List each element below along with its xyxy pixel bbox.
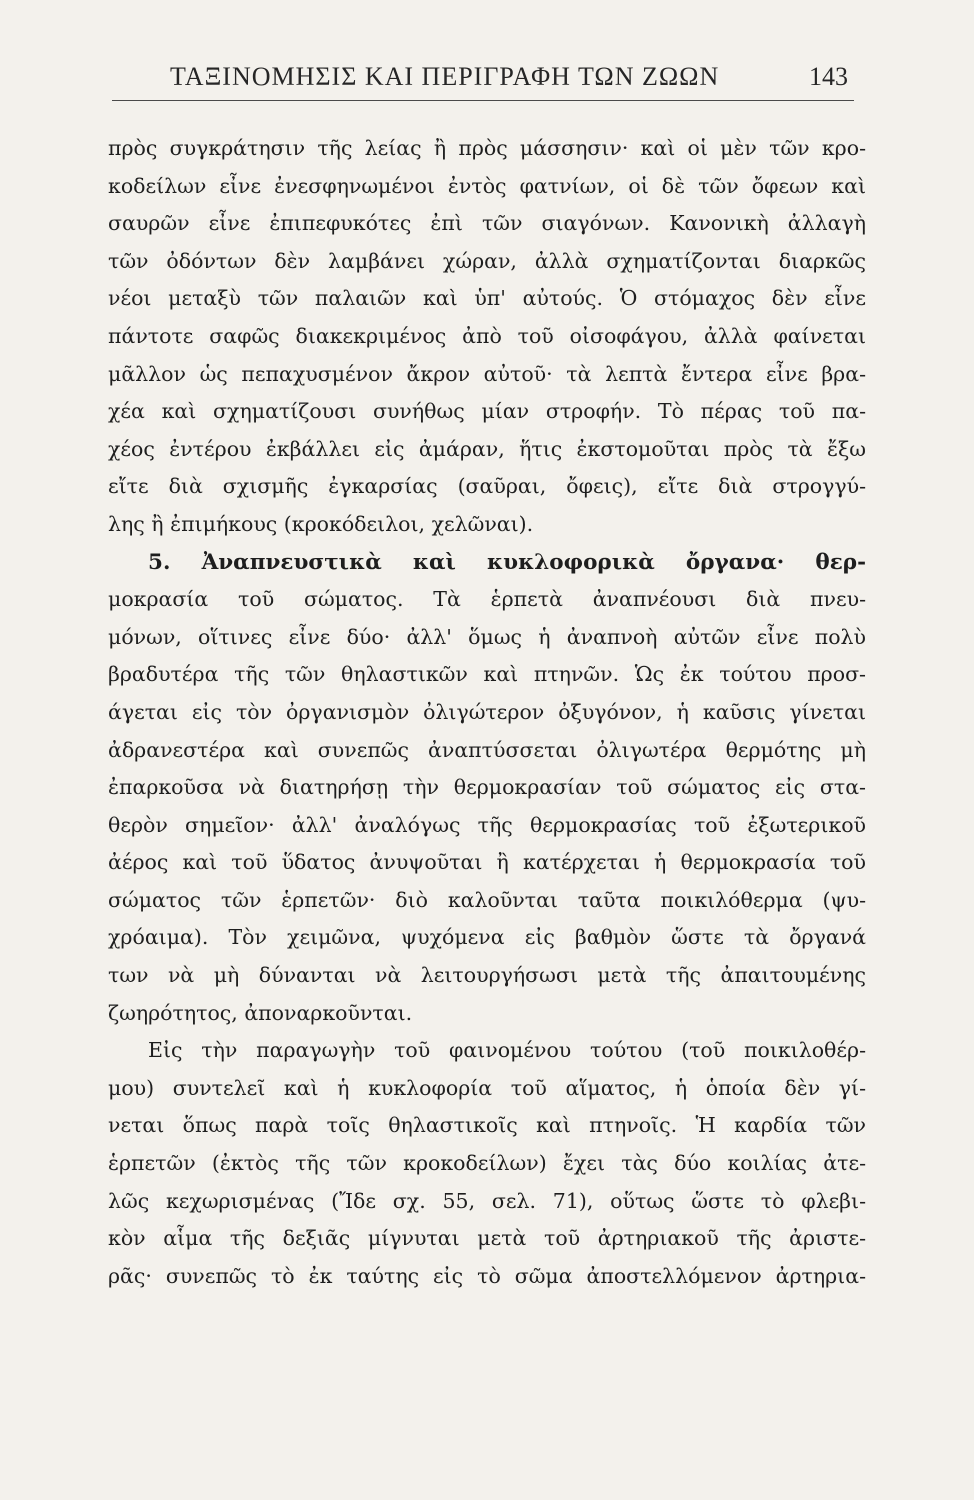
text-line: θερὸν σημεῖον· ἀλλ' ἀναλόγως τῆς θερμοκρασίας τοῦ ἐξωτερικοῦ bbox=[108, 812, 866, 837]
text-line: βραδυτέρα τῆς τῶν θηλαστικῶν καὶ πτηνῶν. Ὡς ἐκ τούτου προσ- bbox=[108, 662, 866, 687]
text-line: μου) συντελεῖ καὶ ἡ κυκλοφορία τοῦ αἵματος, ἡ ὁποία δὲν γί- bbox=[108, 1075, 866, 1100]
text-line: ἑρπετῶν (ἐκτὸς τῆς τῶν κροκοδείλων) ἔχει τὰς δύο κοιλίας ἀτε- bbox=[108, 1151, 866, 1176]
page-number: 143 bbox=[809, 62, 848, 91]
text-line: ἀδρανεστέρα καὶ συνεπῶς ἀναπτύσσεται ὀλιγωτέρα θερμότης μὴ bbox=[108, 737, 866, 762]
text-line: ρᾶς· συνεπῶς τὸ ἐκ ταύτης εἰς τὸ σῶμα ἀποστελλόμενον ἀρτηρια- bbox=[108, 1263, 866, 1288]
text-line: νεται ὅπως παρὰ τοῖς θηλαστικοῖς καὶ πτηνοῖς. Ἡ καρδία τῶν bbox=[108, 1113, 866, 1138]
text-line: χέα καὶ σχηματίζουσι συνήθως μίαν στροφήν. Τὸ πέρας τοῦ πα- bbox=[108, 399, 866, 424]
running-title: ΤΑΞΙΝΟΜΗΣΙΣ ΚΑΙ ΠΕΡΙΓΡΑΦΗ ΤΩΝ ΖΩΩΝ bbox=[170, 62, 720, 91]
text-line: σαυρῶν εἶνε ἐπιπεφυκότες ἐπὶ τῶν σιαγόνων. Κανονικὴ ἀλλαγὴ bbox=[108, 211, 866, 236]
text-line: των νὰ μὴ δύνανται νὰ λειτουργήσωσι μετὰ τῆς ἀπαιτουμένης bbox=[108, 963, 866, 988]
text-line: τῶν ὀδόντων δὲν λαμβάνει χώραν, ἀλλὰ σχηματίζονται διαρκῶς bbox=[108, 248, 866, 273]
text-line: εἴτε διὰ σχισμῆς ἐγκαρσίας (σαῦραι, ὄφεις), εἴτε διὰ στρογγύ- bbox=[108, 474, 866, 499]
page-header bbox=[170, 62, 850, 98]
body-text bbox=[108, 130, 866, 1295]
text-line: ἐπαρκοῦσα νὰ διατηρήσῃ τὴν θερμοκρασίαν τοῦ σώματος εἰς στα- bbox=[108, 775, 866, 800]
section-heading-continuation: μοκρασία τοῦ σώματος. Τὰ ἑρπετὰ ἀναπνέουσι διὰ πνευ- bbox=[108, 587, 866, 612]
text-line: λης ἢ ἐπιμήκους (κροκόδειλοι, χελῶναι). bbox=[108, 511, 534, 536]
header-rule bbox=[112, 100, 854, 101]
text-line: πρὸς συγκράτησιν τῆς λείας ἢ πρὸς μάσσησιν· καὶ οἱ μὲν τῶν κρο- bbox=[108, 136, 866, 160]
text-line: σώματος τῶν ἑρπετῶν· διὸ καλοῦνται ταῦτα ποικιλόθερμα (ψυ- bbox=[108, 887, 866, 912]
section-heading-line: 5. Ἀναπνευστικὰ καὶ κυκλοφορικὰ ὄργανα· θερ- bbox=[148, 549, 866, 575]
text-line: χέος ἐντέρου ἐκβάλλει εἰς ἀμάραν, ἥτις ἐκστομοῦται πρὸς τὰ ἔξω bbox=[108, 436, 866, 461]
text-line: άγεται εἰς τὸν ὀργανισμὸν ὀλιγώτερον ὀξυγόνον, ἡ καῦσις γίνεται bbox=[108, 699, 866, 724]
text-line: νέοι μεταξὺ τῶν παλαιῶν καὶ ὑπ' αὐτούς. Ὁ στόμαχος δὲν εἶνε bbox=[108, 286, 866, 311]
text-line: κοδείλων εἶνε ἐνεσφηνωμένοι ἐντὸς φατνίων, οἱ δὲ τῶν ὄφεων καὶ bbox=[108, 173, 866, 198]
paragraph-start-line: Εἰς τὴν παραγωγὴν τοῦ φαινομένου τούτου (τοῦ ποικιλοθέρ- bbox=[148, 1038, 866, 1063]
text-line: πάντοτε σαφῶς διακεκριμένος ἀπὸ τοῦ οἰσοφάγου, ἀλλὰ φαίνεται bbox=[108, 323, 866, 348]
text-line: μόνων, οἵτινες εἶνε δύο· ἀλλ' ὅμως ἡ ἀναπνοὴ αὐτῶν εἶνε πολὺ bbox=[108, 624, 866, 649]
text-line: χρόαιμα). Τὸν χειμῶνα, ψυχόμενα εἰς βαθμὸν ὥστε τὰ ὄργανά bbox=[108, 925, 866, 950]
text-line: κὸν αἷμα τῆς δεξιᾶς μίγνυται μετὰ τοῦ ἀρτηριακοῦ τῆς ἀριστε- bbox=[108, 1226, 866, 1251]
text-line: λῶς κεχωρισμένας (Ἴδε σχ. 55, σελ. 71), οὕτως ὥστε τὸ φλεβι- bbox=[108, 1188, 866, 1213]
text-line: ζωηρότητος, ἀποναρκοῦνται. bbox=[108, 1000, 413, 1025]
text-line: μᾶλλον ὡς πεπαχυσμένον ἄκρον αὐτοῦ· τὰ λεπτὰ ἔντερα εἶνε βρα- bbox=[108, 361, 866, 386]
text-line: ἀέρος καὶ τοῦ ὕδατος ἀνυψοῦται ἢ κατέρχεται ἡ θερμοκρασία τοῦ bbox=[108, 850, 866, 875]
